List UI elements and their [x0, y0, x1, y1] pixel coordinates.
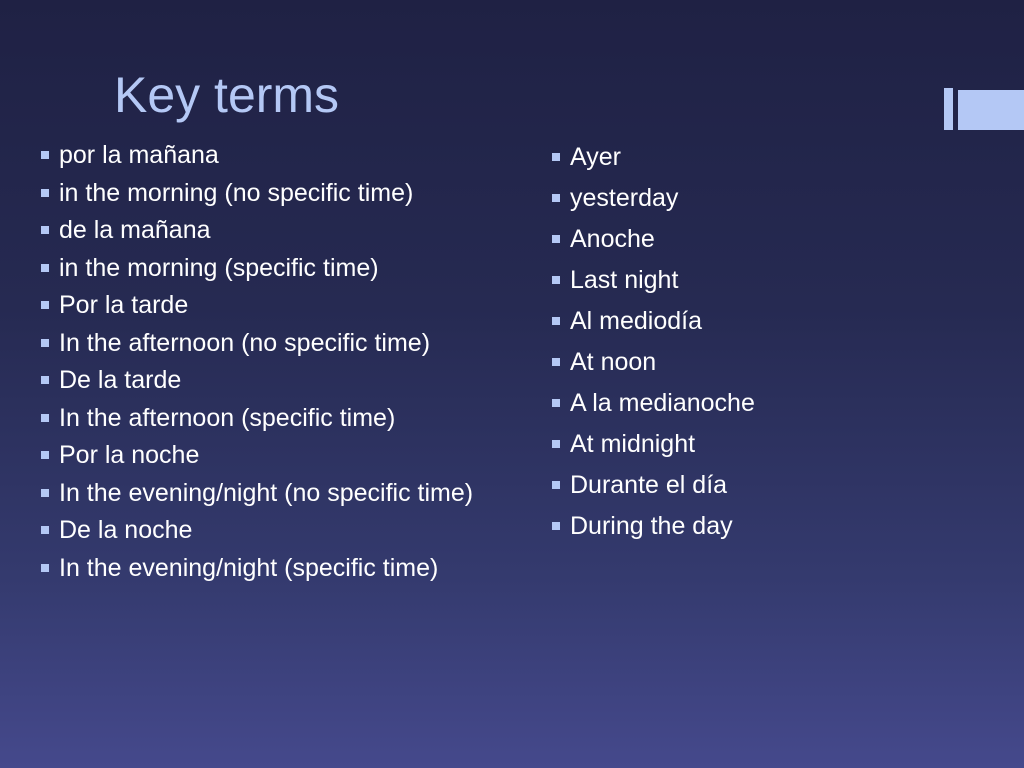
decoration-bar-thick: [958, 90, 1024, 130]
list-item: [551, 471, 991, 499]
slide-title: Key terms: [114, 67, 340, 123]
square-bullet-icon: [552, 399, 560, 407]
list-item: [40, 329, 510, 357]
list-item: [551, 266, 991, 294]
list-item: [551, 143, 991, 171]
square-bullet-icon: [41, 376, 49, 384]
list-item-text: de la mañana: [59, 216, 211, 244]
square-bullet-icon: [41, 339, 49, 347]
square-bullet-icon: [552, 481, 560, 489]
square-bullet-icon: [552, 440, 560, 448]
list-item: [40, 179, 510, 207]
square-bullet-icon: [41, 414, 49, 422]
list-item: [551, 389, 991, 417]
list-item: [551, 184, 991, 212]
list-item: [551, 512, 991, 540]
decoration-bar-thin: [944, 88, 953, 130]
list-item-text: Durante el día: [570, 471, 728, 499]
list-item-text: in the morning (specific time): [59, 253, 379, 282]
square-bullet-icon: [41, 226, 49, 234]
list-item-text: Anoche: [570, 225, 655, 253]
square-bullet-icon: [41, 489, 49, 497]
list-item: [40, 141, 510, 169]
list-item: [40, 441, 510, 469]
list-item-text: De la tarde: [59, 366, 182, 394]
list-item-text: During the day: [570, 512, 733, 540]
list-item-text: Al mediodía: [570, 307, 703, 335]
list-item: [40, 366, 510, 394]
square-bullet-icon: [552, 276, 560, 284]
list-item: [40, 216, 510, 244]
list-item-text: In the afternoon (specific time): [59, 403, 396, 432]
square-bullet-icon: [552, 235, 560, 243]
square-bullet-icon: [552, 194, 560, 202]
square-bullet-icon: [41, 151, 49, 159]
square-bullet-icon: [41, 451, 49, 459]
list-item: [551, 225, 991, 253]
list-item-text: In the evening/night (no specific time): [59, 478, 474, 507]
list-item-text: Ayer: [570, 143, 621, 171]
square-bullet-icon: [552, 522, 560, 530]
list-item-text: Por la noche: [59, 441, 200, 469]
list-item-text: In the afternoon (no specific time): [59, 328, 431, 357]
list-item: [40, 516, 510, 544]
square-bullet-icon: [41, 526, 49, 534]
list-item-text: por la mañana: [59, 141, 219, 169]
right-term-list: [551, 143, 991, 553]
list-item-text: yesterday: [570, 184, 679, 212]
list-item-text: A la medianoche: [570, 389, 755, 417]
left-term-list: [40, 141, 510, 591]
list-item-text: in the morning (no specific time): [59, 178, 414, 207]
list-item: [40, 479, 510, 507]
square-bullet-icon: [552, 358, 560, 366]
list-item: [40, 291, 510, 319]
list-item-text: In the evening/night (specific time): [59, 553, 439, 582]
list-item-text: De la noche: [59, 516, 193, 544]
square-bullet-icon: [41, 264, 49, 272]
square-bullet-icon: [41, 564, 49, 572]
list-item-text: Por la tarde: [59, 291, 189, 319]
list-item: [551, 307, 991, 335]
list-item: [40, 554, 510, 582]
list-item: [551, 348, 991, 376]
title-decoration: [944, 90, 1024, 130]
square-bullet-icon: [41, 301, 49, 309]
list-item: [551, 430, 991, 458]
square-bullet-icon: [552, 317, 560, 325]
list-item-text: At midnight: [570, 430, 696, 458]
list-item: [40, 404, 510, 432]
list-item-text: At noon: [570, 348, 657, 376]
list-item-text: Last night: [570, 266, 679, 294]
list-item: [40, 254, 510, 282]
square-bullet-icon: [552, 153, 560, 161]
square-bullet-icon: [41, 189, 49, 197]
